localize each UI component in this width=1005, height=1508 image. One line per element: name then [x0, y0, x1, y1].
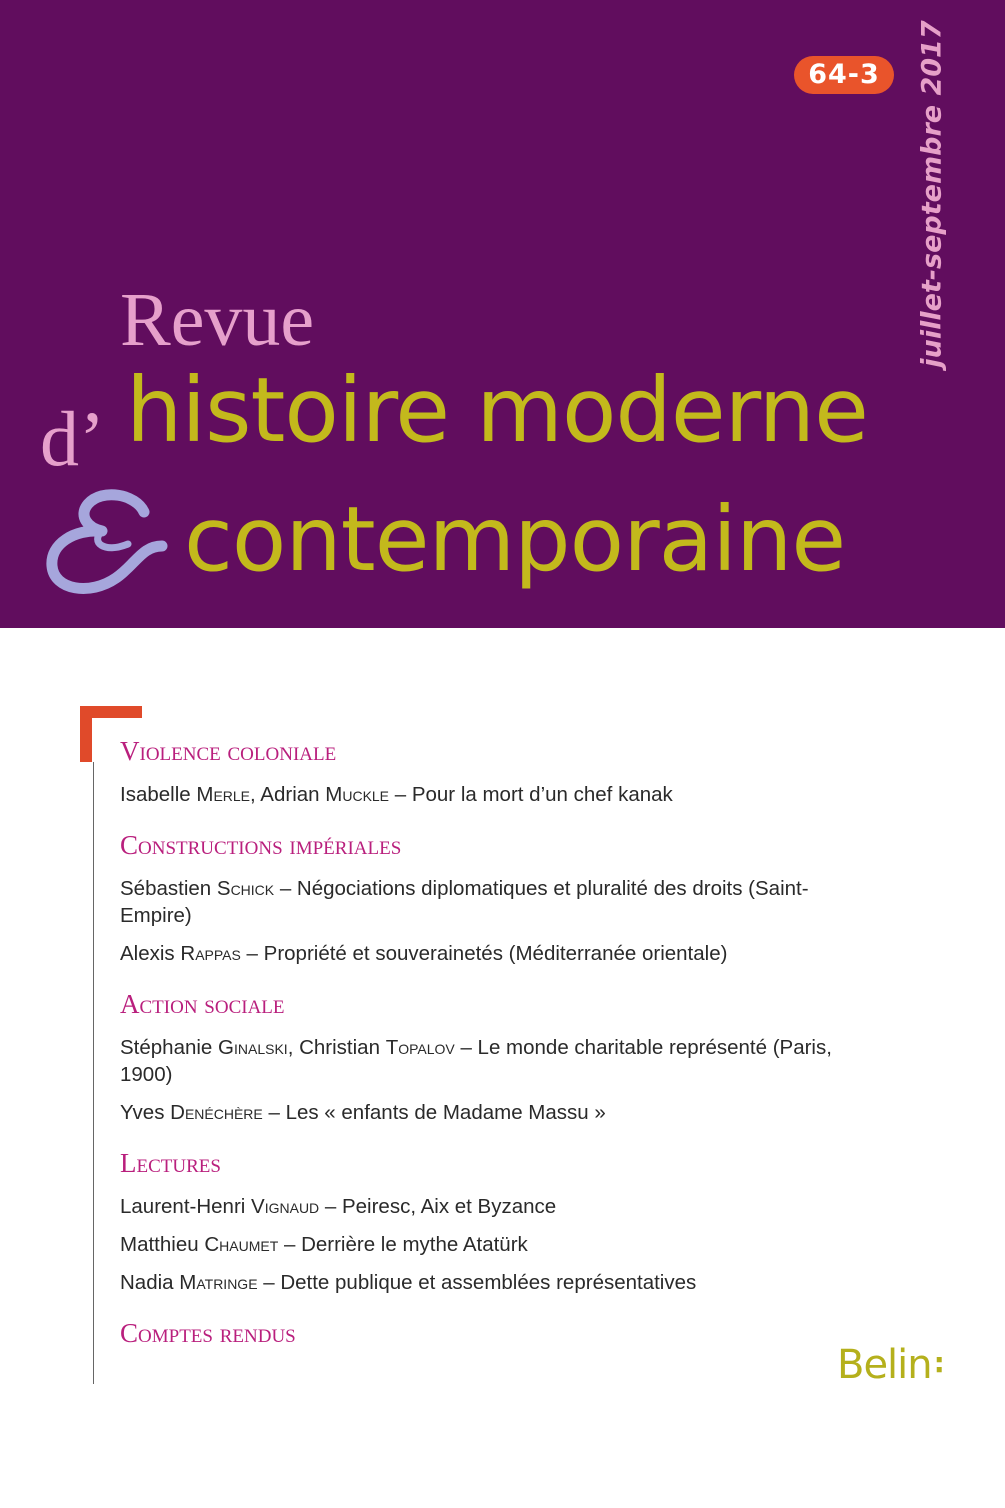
- table-of-contents: [120, 736, 880, 1371]
- title-revue: Revue: [120, 278, 315, 362]
- cover-header-band: [0, 0, 1005, 628]
- toc-entry: Sébastien Schick – Négociations diplomatiques et pluralité des droits (Saint-Empire): [120, 877, 809, 928]
- section-title: Action sociale: [120, 989, 285, 1020]
- toc-entry: Stéphanie Ginalski, Christian Topalov – Le monde charitable représenté (Paris, 1900): [120, 1036, 832, 1087]
- title-d-apostrophe: d’: [40, 395, 105, 482]
- section-title: Violence coloniale: [120, 736, 337, 766]
- section-title: Constructions impériales: [120, 830, 402, 861]
- section-title: Lectures: [120, 1148, 221, 1179]
- title-histoire-moderne: histoire moderne: [126, 358, 868, 462]
- toc-section-constructions-imperiales: [120, 830, 880, 967]
- issue-number-badge: 64-3: [794, 56, 894, 94]
- toc-entry: Matthieu Chaumet – Derrière le mythe Atatürk: [120, 1233, 528, 1257]
- issue-date-vertical: [903, 20, 961, 368]
- publisher-name: Belin: [837, 1342, 932, 1388]
- toc-bracket-side: [80, 706, 92, 762]
- toc-section-comptes-rendus: [120, 1318, 880, 1349]
- ampersand-script-icon: [32, 456, 182, 606]
- toc-entry: Yves Denéchère – Les « enfants de Madame Massu »: [120, 1101, 606, 1125]
- issue-date-text: juillet-septembre 2017: [916, 20, 948, 368]
- section-title: Comptes rendus: [120, 1318, 296, 1349]
- toc-vertical-rule: [93, 762, 94, 1384]
- toc-entry: Isabelle Merle, Adrian Muckle – Pour la mort d’un chef kanak: [120, 783, 673, 807]
- publisher-colon: :: [933, 1346, 944, 1379]
- toc-section-violence-coloniale: [120, 736, 880, 808]
- toc-entry: Alexis Rappas – Propriété et souverainetés (Méditerranée orientale): [120, 942, 728, 966]
- publisher-logo: [837, 1342, 944, 1388]
- toc-entry: Nadia Matringe – Dette publique et assemblées représentatives: [120, 1271, 697, 1295]
- title-contemporaine: contemporaine: [184, 487, 846, 591]
- toc-section-action-sociale: [120, 989, 880, 1126]
- toc-section-lectures: [120, 1148, 880, 1296]
- toc-entry: Laurent-Henri Vignaud – Peiresc, Aix et Byzance: [120, 1195, 557, 1219]
